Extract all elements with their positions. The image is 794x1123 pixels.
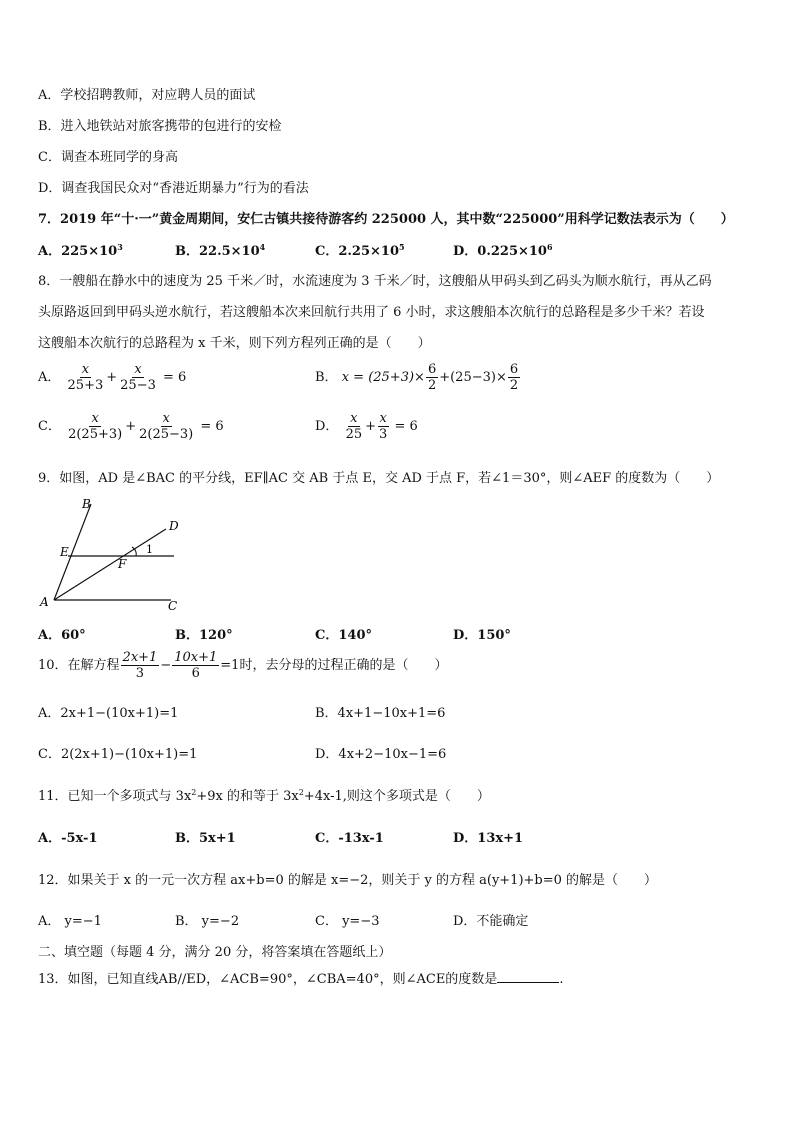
line-ad (54, 529, 166, 600)
label-a: A (40, 595, 49, 609)
q10-stem: 10．在解方程 $\frac{2x+1}{3}$ − $\frac{10x+1}{6}$ =1时，去分母的过程正确的是（ ） (38, 650, 448, 681)
q8-option-b: B． x = (25+3)× $\frac{6}{2}$ +(25−3)× $\frac{6}{2}$ (315, 362, 519, 393)
q9-option-c: C．140° (315, 628, 372, 643)
label-d: D (169, 519, 179, 533)
q9-option-a: A．60° (38, 628, 86, 643)
q12-option-a: A． y=−1 (38, 914, 102, 929)
section-2-heading: 二、填空题（每题 4 分，满分 20 分，将答案填在答题纸上） (38, 945, 392, 960)
label-e: E (60, 545, 69, 559)
q10-option-d: D．4x+2−10x−1=6 (315, 747, 447, 762)
option-c-prev: C．调查本班同学的身高 (38, 150, 178, 165)
q7-option-b: B．$22.5\times 10^4$ (175, 242, 266, 259)
q12-option-b: B． y=−2 (175, 914, 240, 929)
q8-stem-line1: 8．一艘船在静水中的速度为 25 千米／时，水流速度为 3 千米／时，这艘船从甲码头到乙码头为顺水航行，再从乙码 (38, 274, 712, 289)
q7-stem: 7．2019 年“十·一”黄金周期间，安仁古镇共接待游客约 225000 人，其中数“225000”用科学记数法表示为（ ） (38, 212, 734, 227)
q8-stem-line2: 头原路返回到甲码头逆水航行，若这艘船本次来回航行共用了 6 小时，求这艘船本次航行的总路程是多少千米？若设 (38, 305, 705, 320)
option-b-prev: B．进入地铁站对旅客携带的包进行的安检 (38, 119, 282, 134)
label-b: B (82, 497, 91, 511)
q10-option-c: C．2(2x+1)−(10x+1)=1 (38, 747, 198, 762)
q8-stem-line3: 这艘船本次航行的总路程为 x 千米，则下列方程列正确的是（ ） (38, 336, 431, 351)
label-c: C (168, 599, 178, 613)
option-d-prev: D．调查我国民众对“香港近期暴力”行为的看法 (38, 181, 309, 196)
q12-stem: 12．如果关于 x 的一元一次方程 ax+b=0 的解是 x=−2，则关于 y 的方程 a(y+1)+b=0 的解是（ ） (38, 873, 658, 888)
q9-stem: 9．如图，AD 是∠BAC 的平分线，EF∥AC 交 AB 于点 E，交 AD 于点 F，若∠1＝30°，则∠AEF 的度数为（ ） (38, 471, 720, 486)
q8-option-c: C． $\frac{x}{2(25+3)}$ + $\frac{x}{2(25-3)}$ = 6 (38, 411, 224, 442)
q13-stem: 13．如图，已知直线AB//ED，∠ACB=90°，∠CBA=40°，则∠ACE的度数是 . (38, 972, 564, 987)
q11-option-c: C．-13x-1 (315, 831, 384, 846)
q11-option-b: B．5x+1 (175, 831, 236, 846)
q7-option-d: D．$0.225\times 10^6$ (453, 242, 553, 259)
label-f: F (118, 557, 127, 571)
q8-option-d: D． $\frac{x}{25}$ + $\frac{x}{3}$ = 6 (315, 411, 418, 442)
q11-stem: 11．已知一个多项式与 $3x^2+9x$ 的和等于 $3x^2+4x-1$,则这个多项式是（ ） (38, 788, 490, 804)
q7-option-a: A．$225\times 10^3$ (38, 242, 123, 259)
q11-option-d: D．13x+1 (453, 831, 524, 846)
q12-option-d: D．不能确定 (453, 914, 529, 929)
label-1: 1 (146, 543, 153, 556)
q12-option-c: C． y=−3 (315, 914, 380, 929)
q10-option-b: B．4x+1−10x+1=6 (315, 706, 446, 721)
q9-option-d: D．150° (453, 628, 511, 643)
q8-option-a: A． $\frac{x}{25+3}$ + $\frac{x}{25-3}$ = 6 (38, 362, 187, 393)
option-a-prev: A．学校招聘教师，对应聘人员的面试 (38, 88, 256, 103)
q9-geometry-figure (36, 494, 196, 614)
answer-blank[interactable] (497, 970, 559, 983)
q11-option-a: A．-5x-1 (38, 831, 98, 846)
q10-option-a: A．2x+1−(10x+1)=1 (38, 706, 179, 721)
q7-option-c: C．$2.25\times 10^5$ (315, 242, 405, 259)
q9-option-b: B．120° (175, 628, 233, 643)
